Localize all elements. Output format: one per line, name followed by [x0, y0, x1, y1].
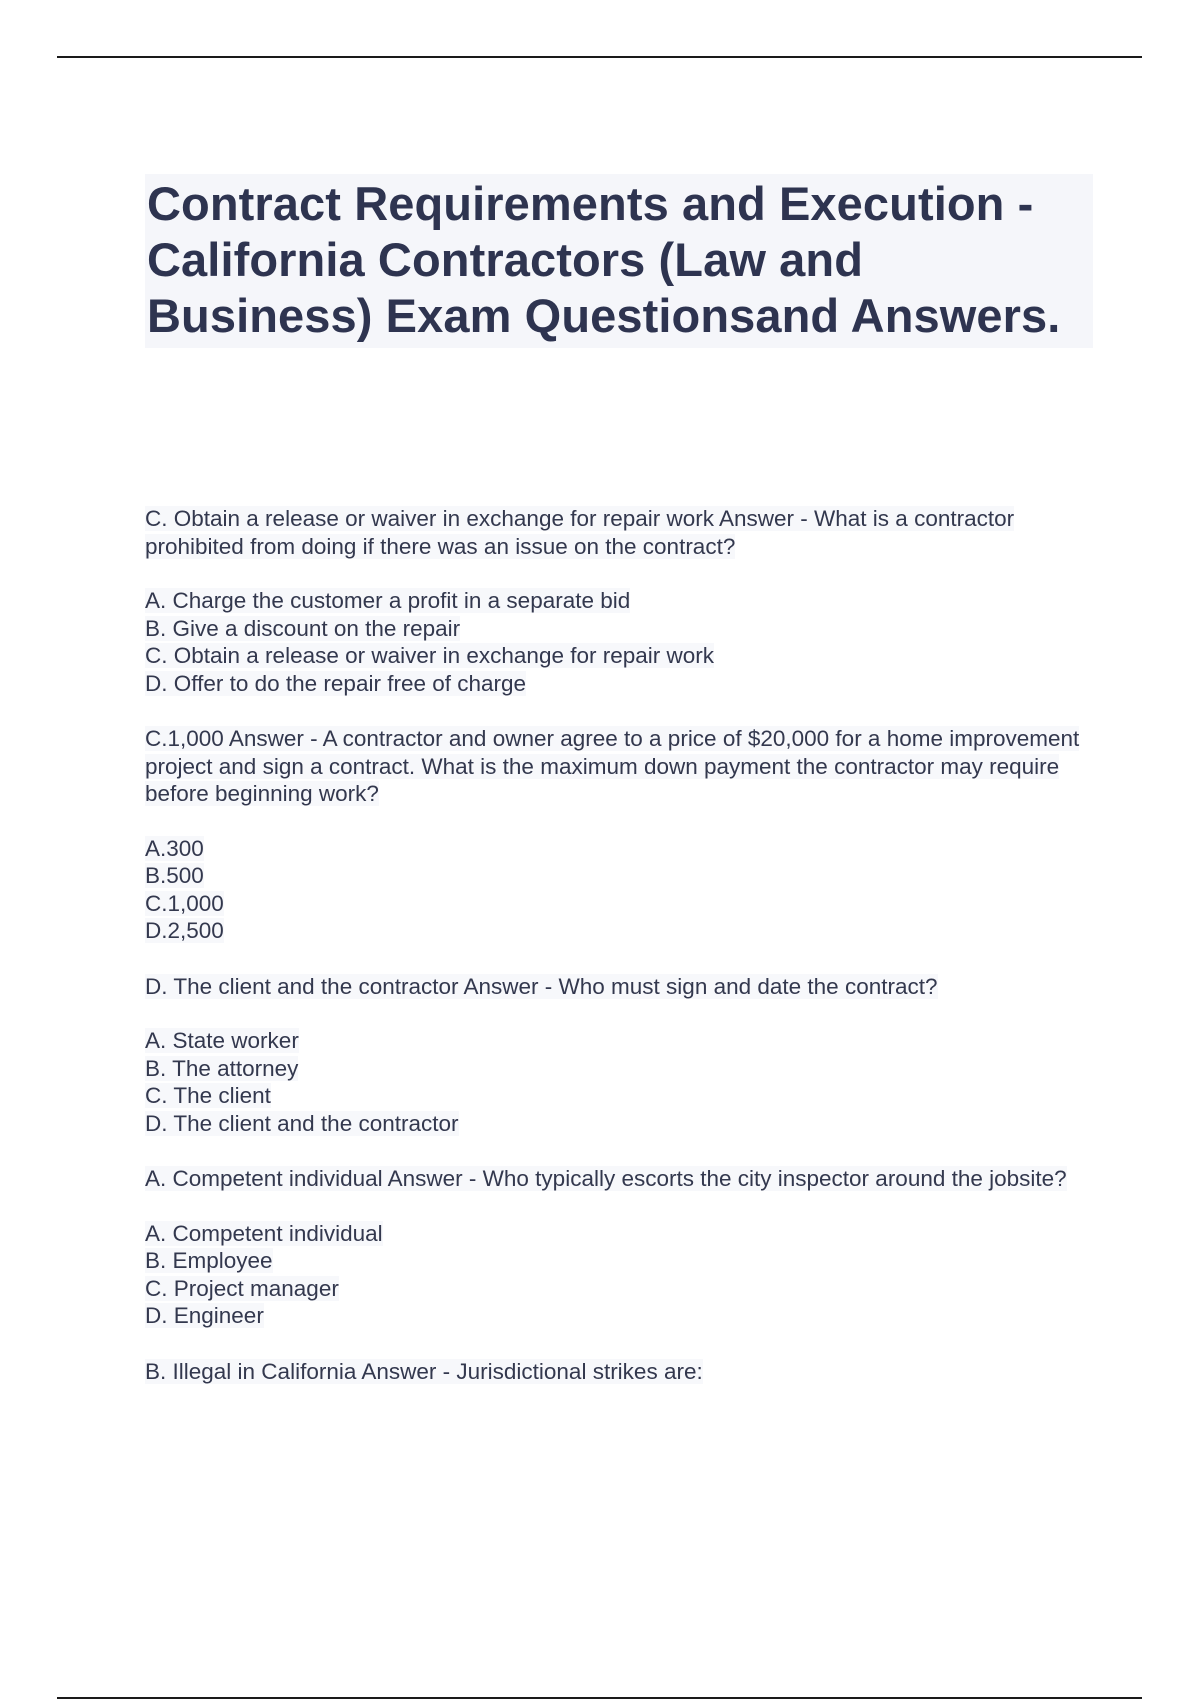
- option-list: [145, 587, 1085, 697]
- option-item: C. Obtain a release or waiver in exchange for repair work: [145, 643, 715, 668]
- option-item: C. Project manager: [145, 1275, 339, 1301]
- title-block: [145, 174, 1093, 348]
- option-item: C.1,000: [145, 890, 224, 916]
- qa-item: [145, 505, 1085, 697]
- question-text: D. The client and the contractor Answer - Who must sign and date the contract?: [145, 973, 938, 999]
- option-list: [145, 1220, 1085, 1330]
- option-item: B. Give a discount on the repair: [145, 615, 461, 641]
- option-item: D. Offer to do the repair free of charge: [145, 670, 527, 696]
- option-item: A. State worker: [145, 1028, 299, 1053]
- document-title: Contract Requirements and Execution - California Contractors (Law and Business) Exam Questionsand Answers.: [147, 177, 1061, 342]
- question-text: C.1,000 Answer - A contractor and owner agree to a price of $20,000 for a home improvement project and sign a contract. What is the maximum down payment the contractor may require before beginning work?: [145, 726, 1080, 806]
- option-item: D. Engineer: [145, 1303, 264, 1328]
- question-text: A. Competent individual Answer - Who typically escorts the city inspector around the jobsite?: [145, 1166, 1067, 1191]
- qa-item: [145, 725, 1085, 945]
- option-item: D. The client and the contractor: [145, 1110, 459, 1136]
- option-list: [145, 1027, 1085, 1137]
- option-list: [145, 835, 1085, 945]
- option-item: C. The client: [145, 1083, 271, 1108]
- footer-rule: [57, 1697, 1142, 1699]
- option-item: A.300: [145, 835, 204, 861]
- option-item: A. Competent individual: [145, 1220, 383, 1246]
- question-text: B. Illegal in California Answer - Jurisdictional strikes are:: [145, 1358, 703, 1384]
- qa-item: [145, 1358, 1085, 1386]
- option-item: B.500: [145, 863, 204, 888]
- qa-item: [145, 973, 1085, 1138]
- qa-content: [145, 505, 1085, 1413]
- option-item: D.2,500: [145, 918, 224, 943]
- option-item: B. Employee: [145, 1248, 273, 1273]
- option-item: B. The attorney: [145, 1055, 299, 1081]
- question-text: C. Obtain a release or waiver in exchange for repair work Answer - What is a contractor prohibited from doing if there was an issue on the contract?: [145, 506, 1015, 559]
- option-item: A. Charge the customer a profit in a separate bid: [145, 588, 631, 613]
- qa-item: [145, 1165, 1085, 1330]
- header-rule: [57, 56, 1142, 58]
